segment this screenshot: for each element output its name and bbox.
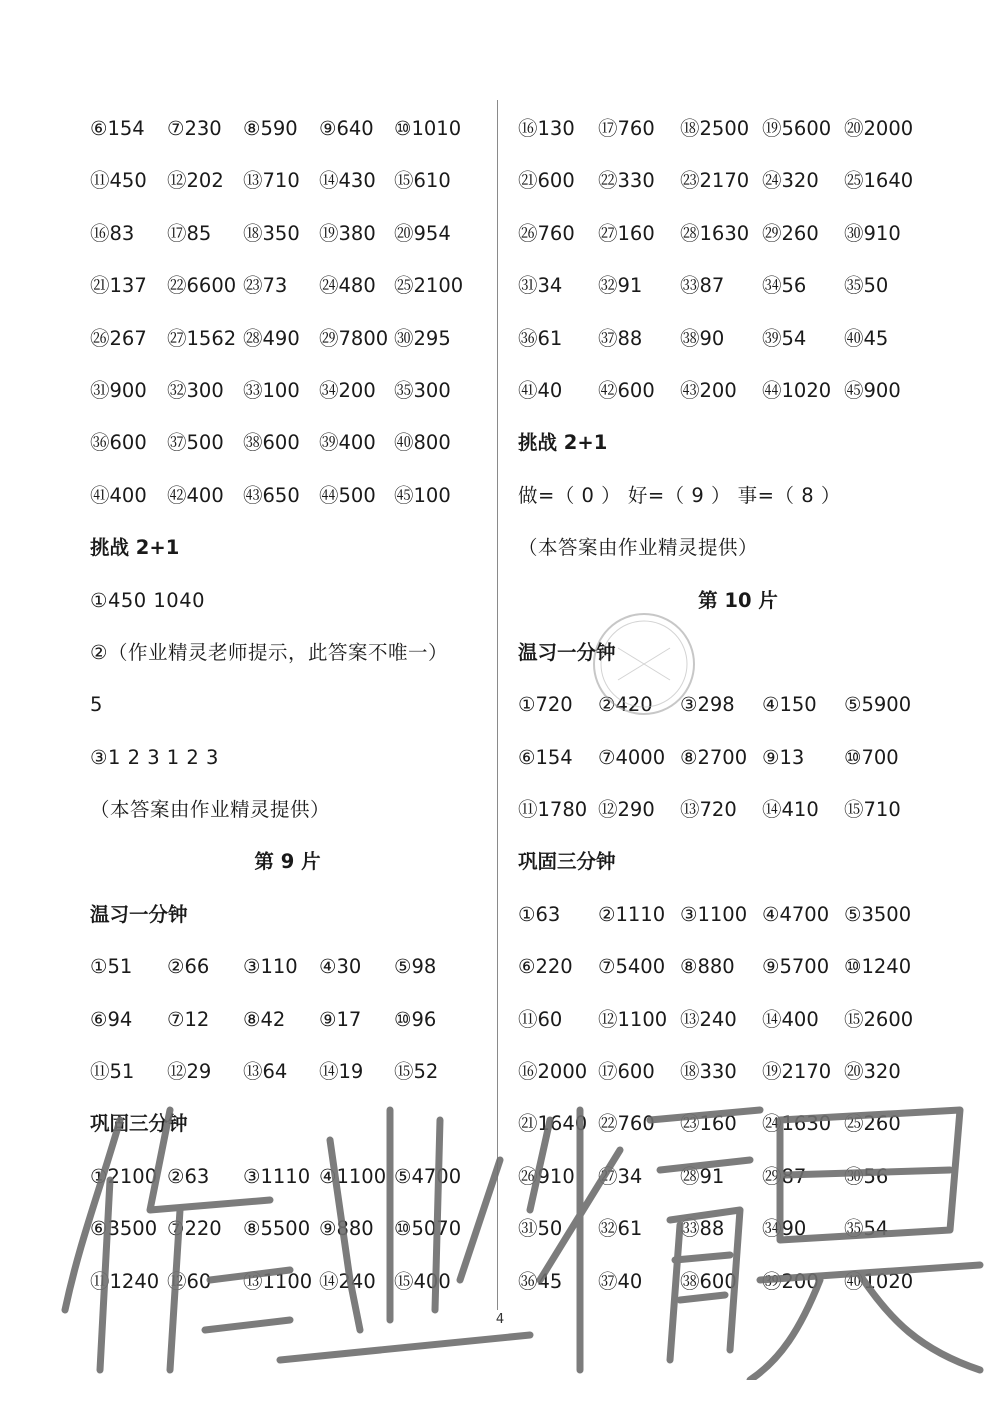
section-heading: 温习一分钟 xyxy=(518,640,616,664)
answer-item: ⑪1780 xyxy=(518,798,588,822)
answer-item: ⑦220 xyxy=(167,1217,222,1241)
answer-text: ①450 1040 xyxy=(90,588,206,612)
answer-item: ⑤4700 xyxy=(394,1164,462,1188)
answer-row xyxy=(90,470,485,522)
answer-item: ⑥154 xyxy=(90,117,145,140)
answer-item: ㊺100 xyxy=(394,483,451,507)
answer-item: ㉔480 xyxy=(319,274,376,298)
left-column xyxy=(90,103,485,1308)
answer-item: ⑬240 xyxy=(680,1007,737,1031)
answer-item: ⑧5500 xyxy=(243,1217,311,1241)
section-heading: 挑战 2+1 xyxy=(518,431,608,455)
answer-item: ⑥220 xyxy=(518,955,573,979)
answer-item: ④30 xyxy=(319,955,362,979)
answer-item: ㉓2170 xyxy=(680,169,750,193)
answer-item: ⑬1100 xyxy=(243,1269,313,1293)
answer-row xyxy=(90,208,485,260)
answer-item: ㊲40 xyxy=(598,1269,643,1293)
answer-item: ㉛50 xyxy=(518,1217,563,1241)
answer-item: ㊺900 xyxy=(844,378,901,402)
answer-item: ㉞56 xyxy=(762,274,807,298)
answer-item: ③1110 xyxy=(243,1164,311,1188)
answer-item: ⑫60 xyxy=(167,1269,212,1293)
answer-item: ⑯83 xyxy=(90,221,135,245)
answer-item: ⑪1240 xyxy=(90,1269,160,1293)
right-column xyxy=(518,103,958,1308)
answer-item: ⑤5900 xyxy=(844,693,912,717)
answer-item: ⑭19 xyxy=(319,1060,364,1084)
answer-item: ⑧590 xyxy=(243,117,298,140)
section-heading: 巩固三分钟 xyxy=(90,1112,188,1136)
answer-item: ㉓160 xyxy=(680,1112,737,1136)
answer-item: ㉕2100 xyxy=(394,274,464,298)
answer-item: ⑯2000 xyxy=(518,1060,588,1084)
answer-item: ⑫29 xyxy=(167,1060,212,1084)
answer-item: ⑲380 xyxy=(319,221,376,245)
answer-item: ⑩700 xyxy=(844,745,899,769)
answer-item: ㊳600 xyxy=(243,431,300,455)
answer-item: ㉒6600 xyxy=(167,274,237,298)
answer-row xyxy=(518,732,958,784)
answer-row xyxy=(518,679,958,731)
answer-item: ㉔320 xyxy=(762,169,819,193)
answer-item: ③1100 xyxy=(680,902,748,926)
answer-item: ㉑137 xyxy=(90,274,147,298)
answer-item: ⑮610 xyxy=(394,169,451,193)
answer-item: ㉝87 xyxy=(680,274,725,298)
answer-text: ③1 2 3 1 2 3 xyxy=(90,745,219,769)
answer-row xyxy=(90,155,485,207)
answer-item: ②1110 xyxy=(598,902,666,926)
answer-item: ㊴54 xyxy=(762,326,807,350)
answer-item: ⑨13 xyxy=(762,745,805,769)
answer-item: ㉛900 xyxy=(90,378,147,402)
answer-item: ⑭410 xyxy=(762,798,819,822)
answer-row xyxy=(90,260,485,312)
page-number: 4 xyxy=(495,1312,505,1327)
answer-item: ⑨5700 xyxy=(762,955,830,979)
answer-text: 做=（ 0 ） 好=（ 9 ） 事=（ 8 ） xyxy=(518,483,841,507)
answer-text: 5 xyxy=(90,693,103,717)
answer-item: ⑦12 xyxy=(167,1007,210,1031)
answer-item: ㉖760 xyxy=(518,221,575,245)
answer-item: ㉒760 xyxy=(598,1112,655,1136)
answer-item: ㊵45 xyxy=(844,326,889,350)
answer-row xyxy=(90,1256,485,1308)
answer-item: ⑪51 xyxy=(90,1060,135,1084)
answer-item: ⑨880 xyxy=(319,1217,374,1241)
answer-item: ⑨640 xyxy=(319,117,374,140)
stamp-logo xyxy=(588,608,700,720)
answer-item: ⑧42 xyxy=(243,1007,286,1031)
answer-row xyxy=(518,313,958,365)
answer-item: ㉘1630 xyxy=(680,221,750,245)
answer-item: ㊷600 xyxy=(598,378,655,402)
answer-item: ⑥154 xyxy=(518,745,573,769)
answer-text: （本答案由作业精灵提供） xyxy=(518,536,759,560)
answer-item: ④150 xyxy=(762,693,817,717)
answer-item: ④1100 xyxy=(319,1164,387,1188)
answer-item: ④4700 xyxy=(762,902,830,926)
answer-item: ③298 xyxy=(680,693,735,717)
answer-item: ①2100 xyxy=(90,1164,158,1188)
answer-item: ㊶40 xyxy=(518,378,563,402)
answer-item: ⑦230 xyxy=(167,117,222,140)
answer-item: ㊱61 xyxy=(518,326,563,350)
answer-item: ㉓73 xyxy=(243,274,288,298)
answer-item: ㉘490 xyxy=(243,326,300,350)
answer-item: ㊱600 xyxy=(90,431,147,455)
answer-row xyxy=(518,1046,958,1098)
answer-item: ⑰600 xyxy=(598,1060,655,1084)
answer-item: ⑪60 xyxy=(518,1007,563,1031)
answer-item: ㊸200 xyxy=(680,378,737,402)
answer-item: ㉜300 xyxy=(167,378,224,402)
answer-row xyxy=(518,994,958,1046)
answer-item: ㉞90 xyxy=(762,1217,807,1241)
answer-item: ⑦5400 xyxy=(598,955,666,979)
answer-item: ⑱2500 xyxy=(680,117,750,140)
answer-item: ⑳954 xyxy=(394,221,451,245)
answer-item: ㉕260 xyxy=(844,1112,901,1136)
answer-item: ①51 xyxy=(90,955,133,979)
answer-item: ㉝100 xyxy=(243,378,300,402)
answer-item: ⑳320 xyxy=(844,1060,901,1084)
answer-row xyxy=(90,1151,485,1203)
answer-row xyxy=(518,1203,958,1255)
answer-item: ㊷400 xyxy=(167,483,224,507)
answer-item: ②63 xyxy=(167,1164,210,1188)
answer-row xyxy=(518,889,958,941)
answer-item: ㉘91 xyxy=(680,1164,725,1188)
answer-item: ⑫290 xyxy=(598,798,655,822)
answer-item: ⑩1240 xyxy=(844,955,912,979)
answer-item: ㉖267 xyxy=(90,326,147,350)
answer-item: ㊶400 xyxy=(90,483,147,507)
answer-item: ㉔1630 xyxy=(762,1112,832,1136)
answer-item: ㉕1640 xyxy=(844,169,914,193)
answer-row xyxy=(518,103,958,155)
answer-item: ⑭430 xyxy=(319,169,376,193)
answer-item: ㊲88 xyxy=(598,326,643,350)
answer-item: ⑫202 xyxy=(167,169,224,193)
answer-item: ㉜91 xyxy=(598,274,643,298)
answer-row xyxy=(518,1256,958,1308)
answer-item: ㉖910 xyxy=(518,1164,575,1188)
answer-text: ②（作业精灵老师提示，此答案不唯一） xyxy=(90,640,448,664)
answer-row xyxy=(518,365,958,417)
part-title: 第 10 片 xyxy=(698,588,778,612)
answer-item: ㉙7800 xyxy=(319,326,389,350)
answer-row xyxy=(518,155,958,207)
answer-item: ①63 xyxy=(518,902,561,926)
answer-item: ㊹500 xyxy=(319,483,376,507)
answer-item: ⑩5070 xyxy=(394,1217,462,1241)
answer-row xyxy=(518,1098,958,1150)
answer-item: ③110 xyxy=(243,955,298,979)
answer-item: ⑧2700 xyxy=(680,745,748,769)
answer-row xyxy=(518,784,958,836)
answer-item: ⑲2170 xyxy=(762,1060,832,1084)
answer-item: ⑮2600 xyxy=(844,1007,914,1031)
answer-item: ②66 xyxy=(167,955,210,979)
answer-row xyxy=(90,365,485,417)
answer-row xyxy=(518,208,958,260)
answer-item: ⑤98 xyxy=(394,955,437,979)
answer-row xyxy=(518,260,958,312)
answer-item: ⑥3500 xyxy=(90,1217,158,1241)
answer-item: ㉗1562 xyxy=(167,326,237,350)
answer-item: ㉚910 xyxy=(844,221,901,245)
answer-item: ㉑600 xyxy=(518,169,575,193)
answer-item: ㉟54 xyxy=(844,1217,889,1241)
answer-text: （本答案由作业精灵提供） xyxy=(90,798,331,822)
answer-row xyxy=(518,1151,958,1203)
answer-item: ⑱350 xyxy=(243,221,300,245)
answer-item: ⑮710 xyxy=(844,798,901,822)
answer-item: ⑭400 xyxy=(762,1007,819,1031)
answer-item: ㊴400 xyxy=(319,431,376,455)
section-heading: 巩固三分钟 xyxy=(518,850,616,874)
answer-item: ⑳2000 xyxy=(844,117,914,140)
answer-item: ⑮400 xyxy=(394,1269,451,1293)
answer-item: ㉙260 xyxy=(762,221,819,245)
answer-item: ㊹1020 xyxy=(762,378,832,402)
answer-item: ㉝88 xyxy=(680,1217,725,1241)
section-heading: 温习一分钟 xyxy=(90,902,188,926)
answer-item: ㉚295 xyxy=(394,326,451,350)
answer-item: ㊵1020 xyxy=(844,1269,914,1293)
answer-item: ⑩96 xyxy=(394,1007,437,1031)
answer-row xyxy=(518,941,958,993)
answer-item: ⑬64 xyxy=(243,1060,288,1084)
answer-item: ㉗160 xyxy=(598,221,655,245)
answer-item: ㉚56 xyxy=(844,1164,889,1188)
answer-item: ⑬720 xyxy=(680,798,737,822)
answer-row xyxy=(90,1203,485,1255)
answer-item: ⑥94 xyxy=(90,1007,133,1031)
column-divider xyxy=(497,100,498,1310)
answer-item: ㊴200 xyxy=(762,1269,819,1293)
answer-item: ⑬710 xyxy=(243,169,300,193)
answer-item: ⑪450 xyxy=(90,169,147,193)
answer-item: ⑰85 xyxy=(167,221,212,245)
answer-item: ㊳90 xyxy=(680,326,725,350)
answer-item: ⑦4000 xyxy=(598,745,666,769)
answer-item: ㉗34 xyxy=(598,1164,643,1188)
answer-item: ㉒330 xyxy=(598,169,655,193)
answer-item: ⑰760 xyxy=(598,117,655,140)
answer-item: ⑯130 xyxy=(518,117,575,140)
answer-row xyxy=(90,994,485,1046)
answer-item: ①720 xyxy=(518,693,573,717)
answer-item: ⑱330 xyxy=(680,1060,737,1084)
part-title: 第 9 片 xyxy=(254,850,321,874)
answer-item: ㉛34 xyxy=(518,274,563,298)
answer-row xyxy=(90,313,485,365)
answer-item: ⑫1100 xyxy=(598,1007,668,1031)
answer-item: ⑮52 xyxy=(394,1060,439,1084)
answer-item: ㉞200 xyxy=(319,378,376,402)
answer-item: ㊸650 xyxy=(243,483,300,507)
answer-item: ㊵800 xyxy=(394,431,451,455)
answer-item: ⑲5600 xyxy=(762,117,832,140)
answer-row xyxy=(90,1046,485,1098)
answer-item: ②420 xyxy=(598,693,653,717)
answer-item: ㉟300 xyxy=(394,378,451,402)
answer-item: ㉜61 xyxy=(598,1217,643,1241)
answer-item: ㊲500 xyxy=(167,431,224,455)
answer-row xyxy=(90,941,485,993)
answer-item: ⑧880 xyxy=(680,955,735,979)
answer-item: ㊱45 xyxy=(518,1269,563,1293)
answer-row xyxy=(90,417,485,469)
answer-item: ⑭240 xyxy=(319,1269,376,1293)
answer-item: ㊳600 xyxy=(680,1269,737,1293)
answer-row xyxy=(90,103,485,155)
section-heading: 挑战 2+1 xyxy=(90,536,180,560)
answer-item: ⑤3500 xyxy=(844,902,912,926)
answer-item: ⑨17 xyxy=(319,1007,362,1031)
answer-item: ⑩1010 xyxy=(394,117,462,140)
answer-item: ㉟50 xyxy=(844,274,889,298)
answer-item: ㉑1640 xyxy=(518,1112,588,1136)
answer-item: ㉙87 xyxy=(762,1164,807,1188)
